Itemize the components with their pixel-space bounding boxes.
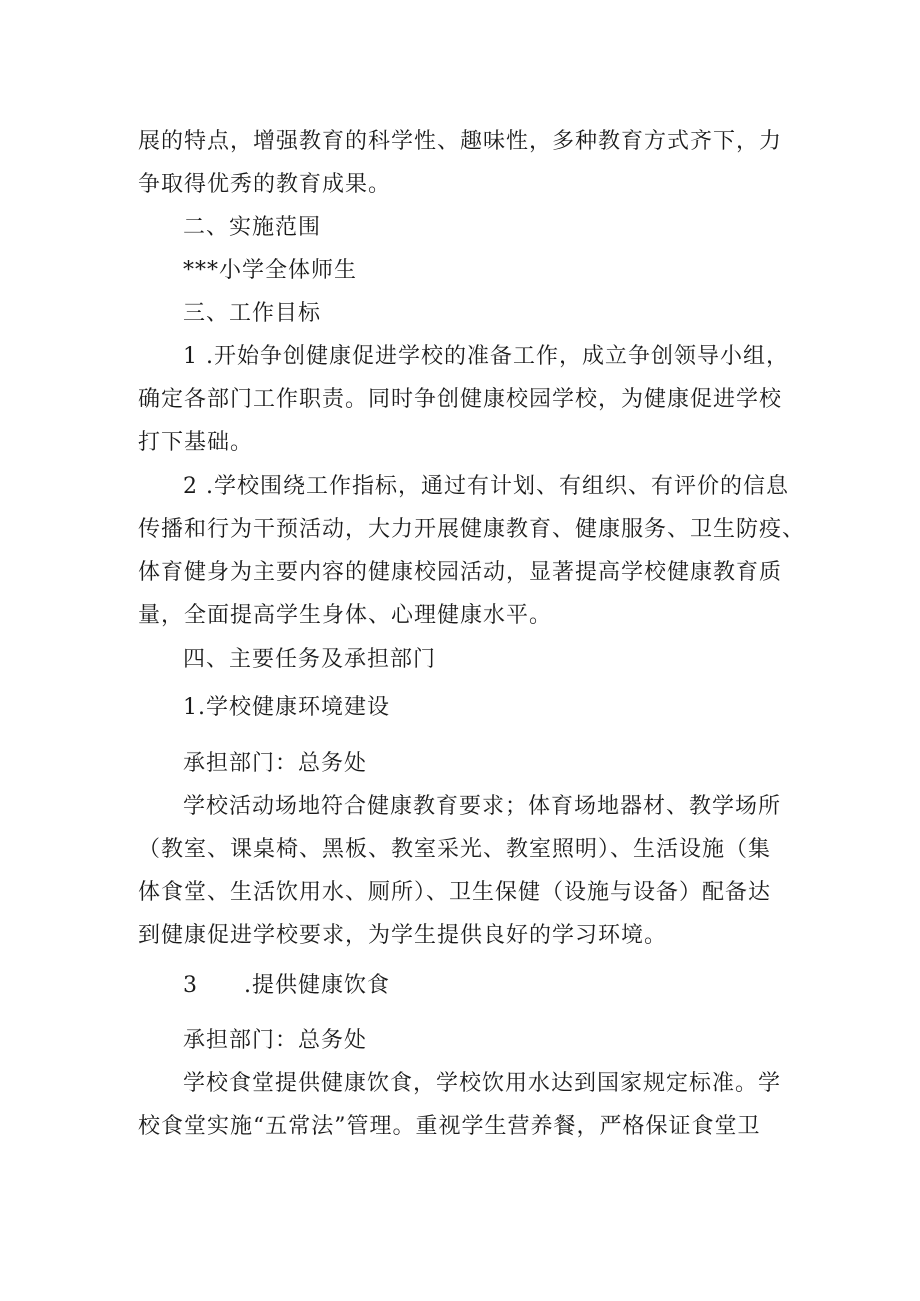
body-text-line: 传播和行为干预活动，大力开展健康教育、健康服务、卫生防疫、: [138, 517, 806, 542]
list-item-text: 1 .开始争创健康促进学校的准备工作，成立争创领导小组，: [183, 344, 789, 369]
body-text-line: 确定各部门工作职责。同时争创健康校园学校，为健康促进学校: [138, 387, 783, 412]
body-text-line: 展的特点，增强教育的科学性、趣味性，多种教育方式齐下，力: [138, 129, 783, 154]
subsection-heading: 1.学校健康环境建设: [183, 695, 390, 720]
body-text-line: 校食堂实施“五常法”管理。重视学生营养餐，严格保证食堂卫: [138, 1114, 761, 1139]
body-text-line: 体食堂、生活饮用水、厕所）、卫生保健（设施与设备）配备达: [138, 880, 772, 905]
section-heading: 三、工作目标: [183, 301, 322, 326]
body-text-line: 到健康促进学校要求，为学生提供良好的学习环境。: [138, 923, 668, 948]
body-text-line: ***小学全体师生: [183, 258, 358, 283]
list-item-text: 2 .学校围绕工作指标，通过有计划、有组织、有评价的信息: [183, 474, 789, 499]
section-heading: 二、实施范围: [183, 215, 322, 240]
body-text-line: （教室、课桌椅、黑板、教室采光、教室照明）、生活设施（集: [138, 837, 772, 862]
subsection-heading: 3 .提供健康饮食: [183, 973, 390, 998]
body-text-line: 学校食堂提供健康饮食，学校饮用水达到国家规定标准。学: [183, 1071, 782, 1096]
body-text-line: 体育健身为主要内容的健康校园活动，显著提高学校健康教育质: [138, 560, 783, 585]
body-text-line: 争取得优秀的教育成果。: [138, 172, 392, 197]
section-heading: 四、主要任务及承担部门: [183, 647, 437, 672]
department-label: 承担部门：总务处: [183, 1028, 368, 1053]
body-text-line: 打下基础。: [138, 430, 254, 455]
department-label: 承担部门：总务处: [183, 751, 368, 776]
body-text-line: 学校活动场地符合健康教育要求；体育场地器材、教学场所: [183, 794, 782, 819]
body-text-line: 量，全面提高学生身体、心理健康水平。: [138, 603, 553, 628]
